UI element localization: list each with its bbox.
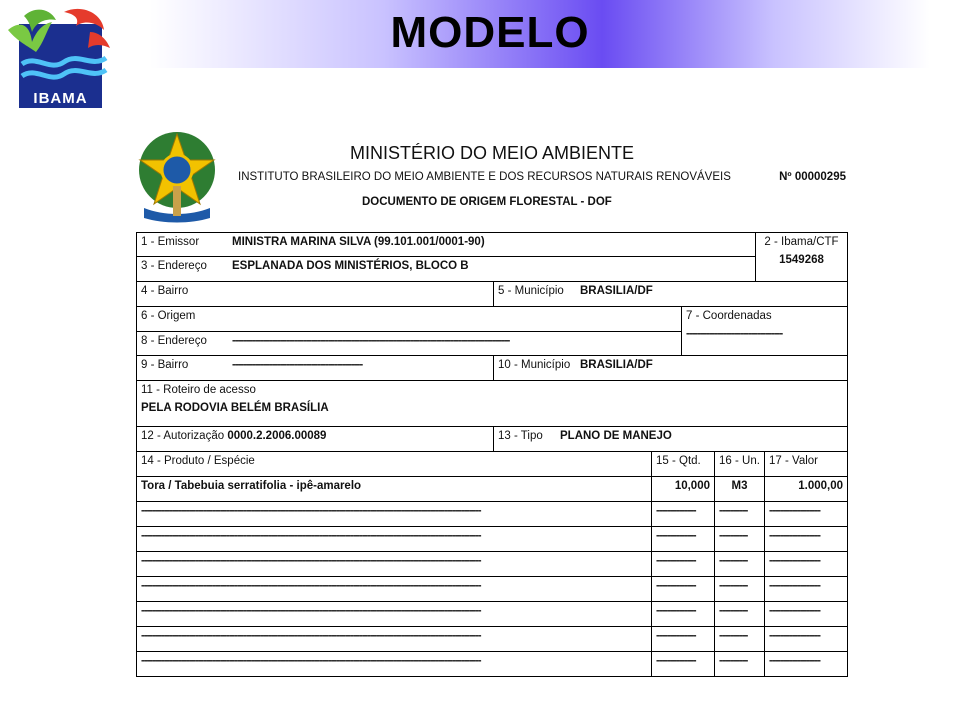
field-label: 12 - Autorização (141, 430, 225, 442)
field-value: BRASILIA/DF (580, 359, 653, 371)
empty-cell: ------------------------------------------------------------------------------------------------------------------------ (136, 501, 652, 527)
field-value: 0000.2.2006.00089 (227, 430, 327, 442)
field-label: 13 - Tipo (498, 430, 543, 442)
field-value: PLANO DE MANEJO (560, 430, 672, 442)
field-label: 6 - Origem (141, 310, 196, 322)
document-title: DOCUMENTO DE ORIGEM FLORESTAL - DOF (362, 196, 612, 208)
empty-cell: -------------- (651, 576, 715, 602)
empty-cell: ------------------------------------------------------------------------------------------------------------------------ (136, 551, 652, 577)
logo-graphic-icon (6, 2, 116, 92)
item-un: M3 (714, 476, 765, 502)
form-grid (136, 232, 848, 680)
col-header-valor: 17 - Valor (764, 451, 848, 477)
field-value: PELA RODOVIA BELÉM BRASÍLIA (141, 402, 329, 414)
empty-cell: ------------------ (764, 526, 848, 552)
field-origem (136, 306, 682, 332)
empty-cell: -------------- (651, 526, 715, 552)
empty-cell: ------------------------------------------------------------------------------------------------------------------------ (136, 526, 652, 552)
coat-of-arms-icon (134, 128, 220, 224)
col-header-produto: 14 - Produto / Espécie (136, 451, 652, 477)
empty-cell: ---------- (714, 626, 765, 652)
logo-text: IBAMA (33, 90, 88, 107)
field-value: MINISTRA MARINA SILVA (99.101.001/0001-90) (232, 236, 485, 248)
field-label: 3 - Endereço (141, 260, 207, 272)
ministry-heading: MINISTÉRIO DO MEIO AMBIENTE (350, 143, 635, 163)
field-tipo (493, 426, 848, 452)
col-header-un: 16 - Un. (714, 451, 765, 477)
empty-cell: ------------------ (764, 601, 848, 627)
empty-cell: ------------------ (764, 551, 848, 577)
empty-cell: -------------- (651, 651, 715, 677)
empty-line: ---------------------------------------------- (232, 359, 363, 371)
empty-cell: ------------------------------------------------------------------------------------------------------------------------ (136, 576, 652, 602)
empty-line: -------------------------------------------------------------------------------------------------- (232, 335, 510, 347)
field-ibama-ctf (755, 232, 848, 282)
empty-cell: ------------------------------------------------------------------------------------------------------------------------ (136, 601, 652, 627)
field-label: 10 - Município (498, 359, 571, 371)
header-banner (150, 0, 930, 68)
empty-cell: ------------------ (764, 651, 848, 677)
ibama-logo (6, 2, 116, 110)
field-bairro-origem (136, 355, 494, 381)
empty-cell: -------------- (651, 551, 715, 577)
empty-cell: ------------------------------------------------------------------------------------------------------------------------ (136, 651, 652, 677)
field-label: 5 - Município (498, 285, 564, 297)
empty-cell: -------------- (651, 626, 715, 652)
empty-cell: ---------- (714, 501, 765, 527)
item-produto: Tora / Tabebuia serratifolia - ipê-amarelo (136, 476, 652, 502)
empty-line: ---------------------------------- (686, 328, 783, 340)
institute-heading: INSTITUTO BRASILEIRO DO MEIO AMBIENTE E DOS RECURSOS NATURAIS RENOVÁVEIS (238, 171, 731, 183)
field-endereco-origem (136, 331, 682, 356)
empty-cell: ---------- (714, 576, 765, 602)
empty-cell: -------------- (651, 601, 715, 627)
field-bairro (136, 281, 494, 307)
item-valor: 1.000,00 (764, 476, 848, 502)
field-label: 9 - Bairro (141, 359, 189, 371)
field-autorizacao (136, 426, 494, 452)
empty-cell: ---------- (714, 526, 765, 552)
field-municipio (493, 281, 848, 307)
field-label: 8 - Endereço (141, 335, 207, 347)
empty-cell: ------------------ (764, 626, 848, 652)
dof-document (134, 128, 850, 680)
field-label: 7 - Coordenadas (686, 310, 772, 322)
col-header-qtd: 15 - Qtd. (651, 451, 715, 477)
empty-cell: -------------- (651, 501, 715, 527)
field-coordenadas (681, 306, 848, 356)
field-label: 4 - Bairro (141, 285, 189, 297)
empty-cell: ------------------ (764, 576, 848, 602)
field-municipio-origem (493, 355, 848, 381)
document-number: Nº 00000295 (779, 171, 846, 183)
field-endereco (136, 256, 756, 282)
empty-cell: ---------- (714, 651, 765, 677)
field-value: BRASILIA/DF (580, 285, 653, 297)
field-roteiro (136, 380, 848, 427)
empty-cell: ------------------------------------------------------------------------------------------------------------------------ (136, 626, 652, 652)
field-value: 1549268 (779, 254, 824, 266)
field-value: ESPLANADA DOS MINISTÉRIOS, BLOCO B (232, 260, 469, 272)
empty-cell: ---------- (714, 551, 765, 577)
empty-cell: ------------------ (764, 501, 848, 527)
field-label: 2 - Ibama/CTF (764, 236, 839, 248)
field-emissor (136, 232, 756, 257)
field-label: 1 - Emissor (141, 236, 200, 248)
empty-cell: ---------- (714, 601, 765, 627)
field-label: 11 - Roteiro de acesso (141, 384, 256, 396)
item-qtd: 10,000 (651, 476, 715, 502)
page-title: MODELO (390, 8, 590, 57)
